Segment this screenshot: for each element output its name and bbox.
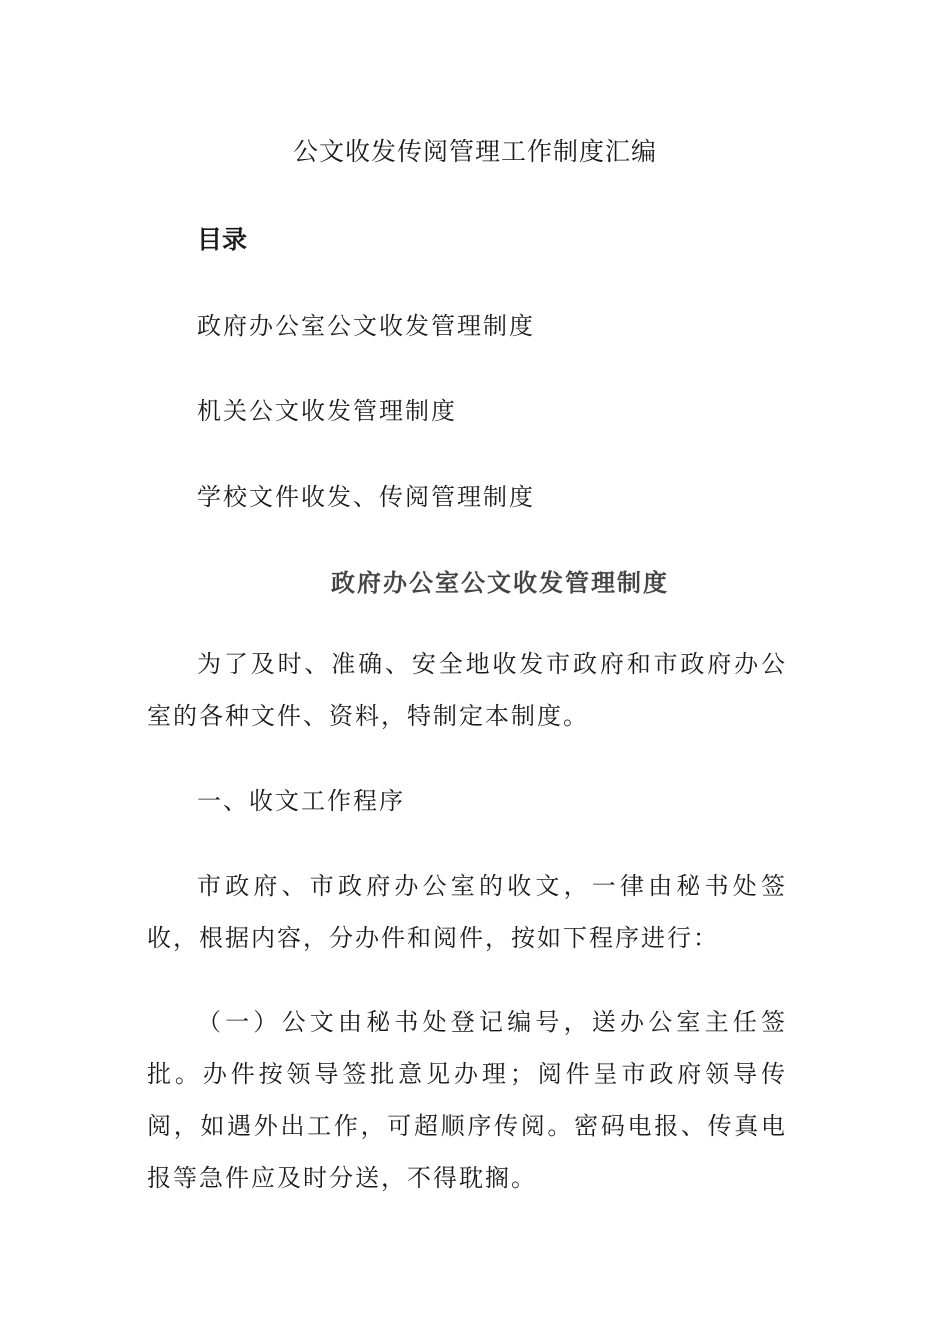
toc-item: 政府办公室公文收发管理制度 bbox=[197, 312, 535, 340]
toc-item: 学校文件收发、传阅管理制度 bbox=[197, 483, 535, 511]
section-title: 政府办公室公文收发管理制度 bbox=[331, 568, 669, 597]
body-paragraph: 市政府、市政府办公室的收文，一律由秘书处签收，根据内容，分办件和阅件，按如下程序进行： bbox=[147, 872, 787, 952]
body-paragraph: （一）公文由秘书处登记编号，送办公室主任签批。办件按领导签批意见办理；阅件呈市政府领导传阅，如遇外出工作，可超顺序传阅。密码电报、传真电报等急件应及时分送，不得耽搁。 bbox=[147, 1008, 787, 1192]
document-title: 公文收发传阅管理工作制度汇编 bbox=[292, 137, 657, 166]
toc-heading: 目录 bbox=[197, 225, 248, 254]
toc-item: 机关公文收发管理制度 bbox=[197, 397, 457, 425]
section-heading: 一、收文工作程序 bbox=[197, 787, 405, 815]
body-paragraph: 为了及时、准确、安全地收发市政府和市政府办公室的各种文件、资料，特制定本制度。 bbox=[147, 650, 787, 730]
